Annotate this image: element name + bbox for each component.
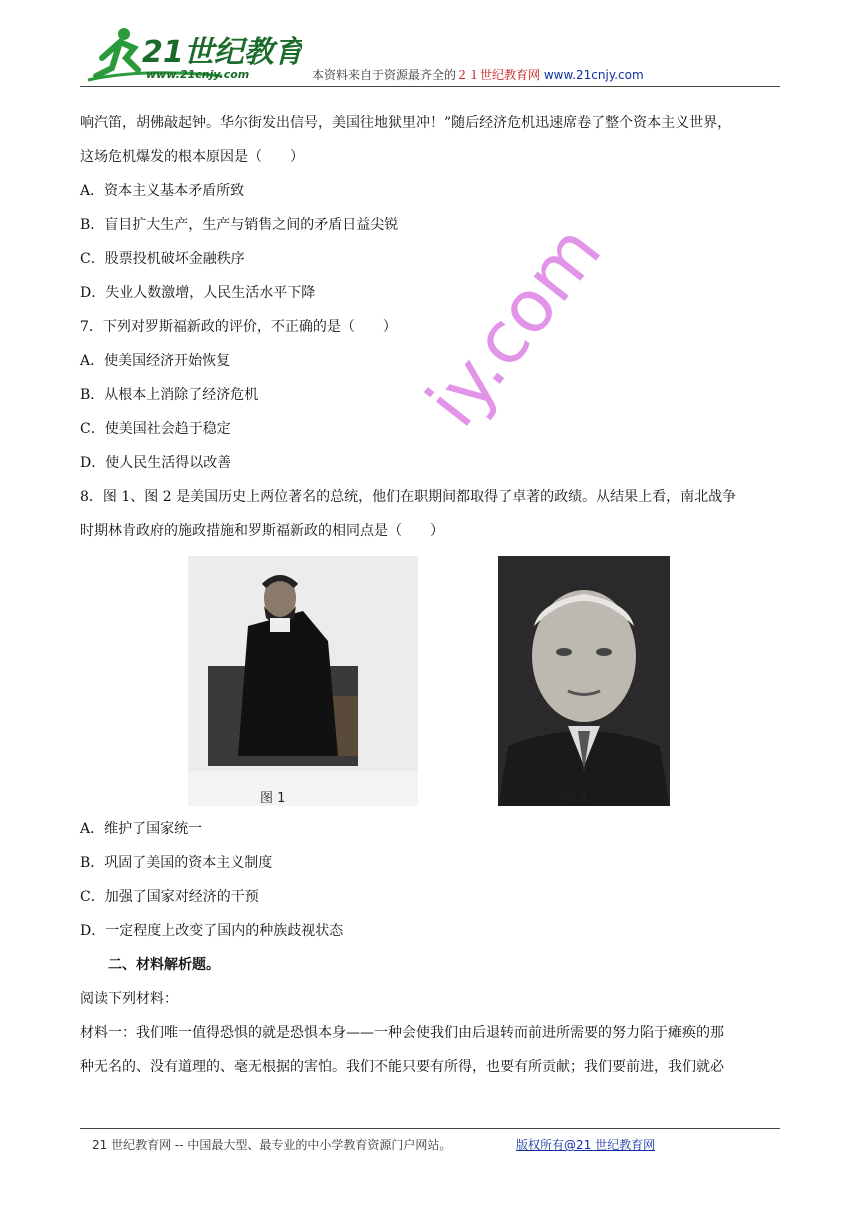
header-source-text: [312, 66, 644, 83]
q8-option-c: C．加强了国家对经济的干预: [80, 889, 259, 905]
section-title: 二、材料解析题。: [108, 957, 220, 973]
q8-option-a: A．维护了国家统一: [80, 821, 203, 837]
figure-caption-2: 图 2: [562, 791, 588, 806]
q8-stem-line1: 8．图 1、图 2 是美国历史上两位著名的总统，他们在职期间都取得了卓著的政绩。从结果上看，南北战争: [80, 489, 737, 505]
read-prompt: 阅读下列材料：: [80, 991, 178, 1007]
logo-text: 21世纪教育: [142, 35, 302, 70]
q6-option-d: D．失业人数激增，人民生活水平下降: [80, 285, 316, 301]
source-prefix: 本资料来自于资源最齐全的: [312, 68, 457, 82]
q8-option-b: B．巩固了美国的资本主义制度: [80, 855, 273, 871]
logo-url: www.21cnjy.com: [146, 68, 250, 81]
q7-option-a: A．使美国经济开始恢复: [80, 353, 231, 369]
q6-line1: 响汽笛，胡佛敲起钟。华尔街发出信号，美国往地狱里冲！”随后经济危机迅速席卷了整个资本主义世界，: [80, 115, 732, 131]
document-body: [80, 106, 780, 1084]
q6-line2: 这场危机爆发的根本原因是（ ）: [80, 149, 304, 165]
roosevelt-photo: [498, 556, 670, 806]
source-url[interactable]: www.21cnjy.com: [543, 68, 644, 82]
q6-option-b: B．盲目扩大生产，生产与销售之间的矛盾日益尖锐: [80, 217, 399, 233]
source-site: ２１世纪教育网: [456, 68, 541, 82]
q7-option-c: C．使美国社会趋于稳定: [80, 421, 231, 437]
q7-option-d: D．使人民生活得以改善: [80, 455, 232, 471]
q7-stem: 7．下列对罗斯福新政的评价，不正确的是（ ）: [80, 319, 397, 335]
material1-line1: 材料一：我们唯一值得恐惧的就是恐惧本身——一种会使我们由后退转而前进所需要的努力陷于瘫痪的那: [80, 1025, 724, 1041]
q6-option-c: C．股票投机破坏金融秩序: [80, 251, 245, 267]
q8-stem-line2: 时期林肯政府的施政措施和罗斯福新政的相同点是（ ）: [80, 523, 444, 539]
figure-caption-1: 图 1: [260, 791, 286, 806]
q7-option-b: B．从根本上消除了经济危机: [80, 387, 259, 403]
header-rule: [80, 86, 780, 87]
q6-option-a: A．资本主义基本矛盾所致: [80, 183, 245, 199]
q8-option-d: D．一定程度上改变了国内的种族歧视状态: [80, 923, 344, 939]
material1-line2: 种无名的、没有道理的、毫无根据的害怕。我们不能只要有所得，也要有所贡献；我们要前进，我们就必: [80, 1059, 724, 1075]
footer-text: 21 世纪教育网 -- 中国最大型、最专业的中小学教育资源门户网站。: [92, 1138, 452, 1152]
watermark: iy.com: [410, 209, 618, 442]
lincoln-photo: [188, 556, 418, 806]
site-logo: [82, 24, 302, 86]
footer-rule: [80, 1128, 780, 1129]
figure-presidents: [188, 556, 670, 806]
copyright-link[interactable]: 版权所有@21 世纪教育网: [516, 1138, 656, 1152]
